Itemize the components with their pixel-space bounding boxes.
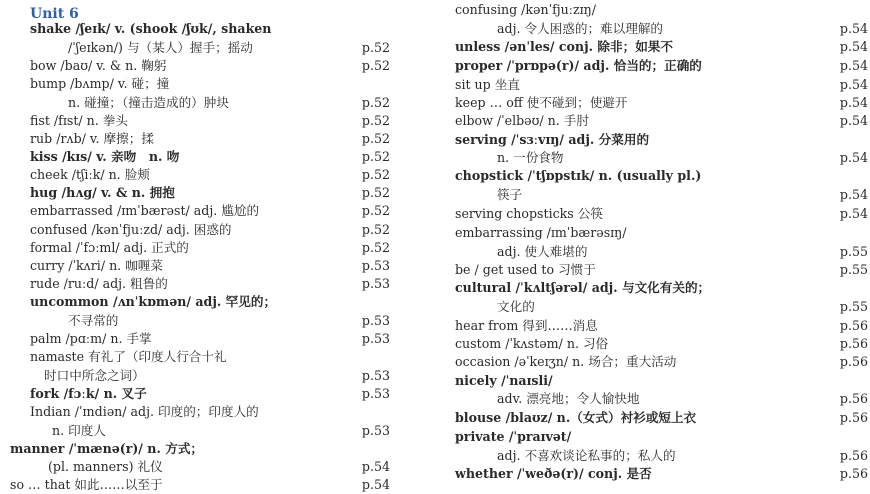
right-entry	[445, 428, 870, 446]
right-entry	[445, 224, 870, 242]
left-entry	[0, 385, 395, 403]
left-entry	[0, 476, 395, 494]
page-ref: p.52	[361, 95, 390, 110]
left-entry	[0, 239, 395, 257]
right-entry	[445, 243, 870, 261]
entry-text: proper /ˈprɒpə(r)/ adj. 恰当的；正确的	[455, 58, 702, 73]
left-entry	[0, 57, 395, 75]
entry-text: adv. 漂亮地；令人愉快地	[497, 391, 640, 406]
page-ref: p.56	[839, 466, 868, 481]
entry-text: manner /ˈmænə(r)/ n. 方式；	[10, 441, 204, 456]
page-ref: p.54	[839, 77, 868, 92]
page-ref: p.54	[839, 58, 868, 73]
left-entry	[0, 293, 395, 311]
entry-text: so … that 如此……以至于	[10, 477, 163, 492]
right-entry	[445, 335, 870, 353]
right-entry	[445, 261, 870, 279]
page-ref: p.55	[839, 244, 868, 259]
page-ref: p.56	[839, 318, 868, 333]
page-ref: p.52	[361, 167, 390, 182]
entry-text: 时口中所念之词）	[44, 368, 145, 383]
entry-text: embarrassing /ɪmˈbærəsɪŋ/	[455, 225, 627, 240]
left-entry	[0, 257, 395, 275]
page-ref: p.52	[361, 203, 390, 218]
page-ref: p.54	[839, 21, 868, 36]
entry-text: /ˈʃeɪkən/) 与（某人）握手；摇动	[68, 40, 253, 55]
entry-text: hug /hʌg/ v. & n. 拥抱	[30, 185, 175, 200]
page-ref: p.55	[839, 262, 868, 277]
right-entry	[445, 38, 870, 56]
right-entry	[445, 167, 870, 185]
entry-text: 筷子	[497, 187, 523, 202]
page-ref: p.52	[361, 58, 390, 73]
entry-text: occasion /əˈkeɪʒn/ n. 场合；重大活动	[455, 354, 677, 369]
entry-text: keep … off 使不碰到；使避开	[455, 95, 628, 110]
page-ref: p.56	[839, 391, 868, 406]
entry-text: shake /ʃeɪk/ v. (shook /ʃʊk/, shaken	[30, 21, 272, 36]
entry-text: nicely /ˈnaɪsli/	[455, 373, 553, 388]
left-entry	[0, 275, 395, 293]
entry-text: confused /kənˈfjuːzd/ adj. 困惑的	[30, 222, 232, 237]
entry-text: fist /fɪst/ n. 拳头	[30, 113, 128, 128]
right-entry	[445, 317, 870, 335]
left-entry	[0, 75, 395, 93]
entry-text: unless /ənˈles/ conj. 除非；如果不	[455, 39, 673, 54]
page-ref: p.52	[361, 131, 390, 146]
entry-text: n. 一份食物	[497, 150, 564, 165]
entry-text: chopstick /ˈtʃɒpstɪk/ n. (usually pl.)	[455, 168, 702, 183]
page-ref: p.52	[361, 40, 390, 55]
right-entry	[445, 1, 870, 19]
right-entry	[445, 390, 870, 408]
page-ref: p.53	[361, 258, 390, 273]
page-ref: p.56	[839, 354, 868, 369]
entry-text: serving /ˈsɜːvɪŋ/ adj. 分菜用的	[455, 132, 650, 147]
entry-text: n. 印度人	[52, 423, 106, 438]
right-entry	[445, 186, 870, 204]
page-ref: p.53	[361, 368, 390, 383]
left-entry	[0, 112, 395, 130]
entry-text: elbow /ˈelbəʊ/ n. 手肘	[455, 113, 589, 128]
page-ref: p.53	[361, 313, 390, 328]
entry-text: adj. 使人难堪的	[497, 244, 588, 259]
left-entry	[0, 130, 395, 148]
page-ref: p.54	[839, 187, 868, 202]
page-ref: p.56	[839, 336, 868, 351]
page-ref: p.52	[361, 185, 390, 200]
left-entry	[0, 367, 395, 385]
page-ref: p.54	[839, 39, 868, 54]
entry-text: n. 碰撞；（撞击造成的）肿块	[68, 95, 229, 110]
left-entry	[0, 221, 395, 239]
left-entry	[0, 348, 395, 366]
entry-text: be / get used to 习惯于	[455, 262, 596, 277]
page-ref: p.56	[839, 448, 868, 463]
left-entry	[0, 403, 395, 421]
page-ref: p.56	[839, 410, 868, 425]
entry-text: bow /baʊ/ v. & n. 鞠躬	[30, 58, 167, 73]
page-ref: p.52	[361, 149, 390, 164]
page-ref: p.52	[361, 113, 390, 128]
right-entry	[445, 447, 870, 465]
right-entry	[445, 57, 870, 75]
entry-text: 文化的	[497, 299, 535, 314]
left-entry	[0, 422, 395, 440]
left-entry	[0, 202, 395, 220]
entry-text: adj. 令人困惑的；难以理解的	[497, 21, 664, 36]
left-entry	[0, 94, 395, 112]
entry-text: kiss /kɪs/ v. 亲吻 n. 吻	[30, 149, 180, 164]
page-ref: p.53	[361, 331, 390, 346]
entry-text: formal /ˈfɔːml/ adj. 正式的	[30, 240, 189, 255]
left-entry	[0, 39, 395, 57]
entry-text: namaste 有礼了（印度人行合十礼	[30, 349, 227, 364]
page-ref: p.52	[361, 222, 390, 237]
right-entry	[445, 409, 870, 427]
entry-text: palm /pɑːm/ n. 手掌	[30, 331, 152, 346]
page-ref: p.53	[361, 276, 390, 291]
right-entry	[445, 298, 870, 316]
right-entry	[445, 465, 870, 483]
page-ref: p.54	[361, 477, 390, 492]
right-entry	[445, 205, 870, 223]
entry-text: 不寻常的	[68, 313, 119, 328]
entry-text: private /ˈpraɪvət/	[455, 429, 572, 444]
right-entry	[445, 131, 870, 149]
left-entry	[0, 312, 395, 330]
left-entry	[0, 330, 395, 348]
entry-text: blouse /blaʊz/ n.（女式）衬衫或短上衣	[455, 410, 697, 425]
page-ref: p.53	[361, 423, 390, 438]
entry-text: sit up 坐直	[455, 77, 520, 92]
entry-text: embarrassed /ɪmˈbærəst/ adj. 尴尬的	[30, 203, 260, 218]
entry-text: adj. 不喜欢谈论私事的；私人的	[497, 448, 676, 463]
right-entry	[445, 112, 870, 130]
left-entry	[0, 20, 395, 38]
right-entry	[445, 94, 870, 112]
page-ref: p.52	[361, 240, 390, 255]
right-entry	[445, 372, 870, 390]
right-entry	[445, 20, 870, 38]
entry-text: whether /ˈweðə(r)/ conj. 是否	[455, 466, 652, 481]
page-ref: p.55	[839, 299, 868, 314]
entry-text: bump /bʌmp/ v. 碰；撞	[30, 76, 170, 91]
page-ref: p.54	[839, 95, 868, 110]
right-entry	[445, 353, 870, 371]
page-ref: p.54	[361, 459, 390, 474]
entry-text: Indian /ˈɪndiən/ adj. 印度的；印度人的	[30, 404, 259, 419]
entry-text: cultural /ˈkʌltʃərəl/ adj. 与文化有关的；	[455, 280, 711, 295]
left-entry	[0, 440, 395, 458]
entry-text: rub /rʌb/ v. 摩擦；揉	[30, 131, 154, 146]
right-entry	[445, 76, 870, 94]
right-entry	[445, 279, 870, 297]
left-entry	[0, 166, 395, 184]
left-entry	[0, 458, 395, 476]
entry-text: rude /ruːd/ adj. 粗鲁的	[30, 276, 168, 291]
entry-text: (pl. manners) 礼仪	[48, 459, 163, 474]
entry-text: cheek /tʃiːk/ n. 脸颊	[30, 167, 150, 182]
entry-text: fork /fɔːk/ n. 叉子	[30, 386, 147, 401]
entry-text: uncommon /ʌnˈkɒmən/ adj. 罕见的；	[30, 294, 277, 309]
page-ref: p.54	[839, 206, 868, 221]
entry-text: serving chopsticks 公筷	[455, 206, 603, 221]
entry-text: hear from 得到……消息	[455, 318, 598, 333]
entry-text: custom /ˈkʌstəm/ n. 习俗	[455, 336, 609, 351]
unit-title: Unit 6	[30, 6, 79, 22]
right-entry	[445, 149, 870, 167]
page-ref: p.53	[361, 386, 390, 401]
entry-text: curry /ˈkʌri/ n. 咖喱菜	[30, 258, 163, 273]
left-entry	[0, 184, 395, 202]
left-entry	[0, 148, 395, 166]
page-ref: p.54	[839, 113, 868, 128]
entry-text: confusing /kənˈfjuːzɪŋ/	[455, 2, 597, 17]
page-ref: p.54	[839, 150, 868, 165]
